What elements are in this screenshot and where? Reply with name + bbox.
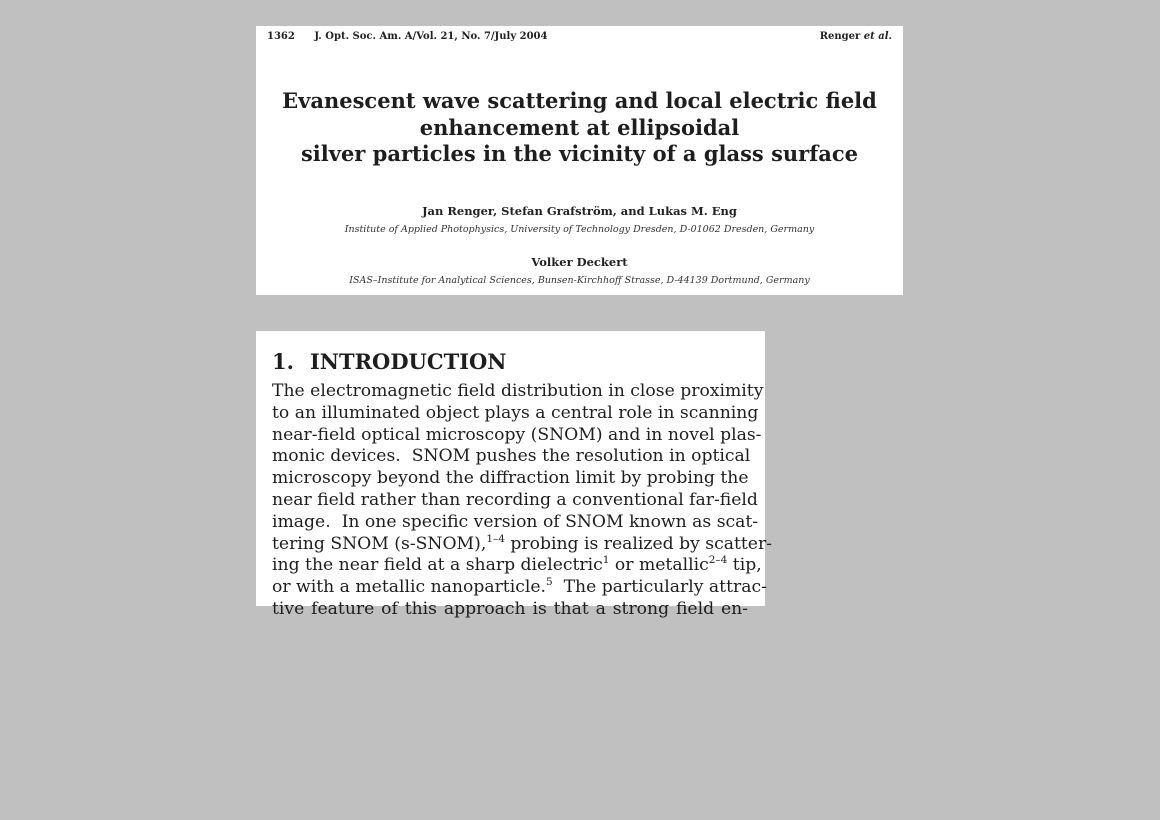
running-author: Renger et al. [819,31,892,42]
paper-page-header [256,26,903,295]
text-line: or with a metallic nanoparticle.$^5$ The particularly attrac- [272,576,767,598]
body-paragraph [272,381,772,621]
affiliation: ISAS–Institute for Analytical Sciences, Bunsen-Kirchhoff Strasse, D-44139 Dortmund, Germany [349,275,810,286]
title-line: Evanescent wave scattering and local electric field [282,88,877,113]
text-line: The electromagnetic field distribution in close proximity [272,381,764,401]
citation-superscript: 2–4 [708,554,728,567]
title-line: silver particles in the vicinity of a glass surface [300,141,859,166]
section-title: INTRODUCTION [309,349,507,374]
journal-citation: J. Opt. Soc. Am. A/Vol. 21, No. 7/July 2004 [314,31,548,42]
text-line: monic devices. SNOM pushes the resolution in optical [272,446,751,467]
page-number: 1362 [267,31,295,42]
section-number: 1. [272,349,294,374]
text-line: near-field optical microscopy (SNOM) and in novel plas- [272,424,762,445]
section-heading [272,349,507,374]
citation-superscript: 1 [602,554,610,567]
paper-title [256,88,903,168]
text-line: tering SNOM (s-SNOM),$^{1-4}$ probing is realized by scatter- [272,532,772,554]
title-line: enhancement at ellipsoidal [419,114,740,140]
citation-superscript: 1–4 [486,532,505,545]
text-line: near field rather than recording a conventional far-field [272,489,758,510]
text-line: to an illuminated object plays a central role in scanning [272,402,759,423]
author-list: Volker Deckert [531,255,628,269]
paper-page-introduction [256,331,772,619]
text-line: tive feature of this approach is that a strong field en- [272,598,748,619]
citation-superscript: 5 [545,576,553,589]
author-list: Jan Renger, Stefan Grafström, and Lukas M. Eng [422,204,737,218]
text-line: microscopy beyond the diffraction limit by probing the [272,468,749,489]
text-line: image. In one specific version of SNOM known as scat- [272,511,759,532]
running-header [267,31,892,42]
text-line: ing the near field at a sharp dielectric$^1$ or metallic$^{2-4}$ tip, [272,554,762,576]
affiliation: Institute of Applied Photophysics, University of Technology Dresden, D-01062 Dresden, Germany [344,224,815,235]
